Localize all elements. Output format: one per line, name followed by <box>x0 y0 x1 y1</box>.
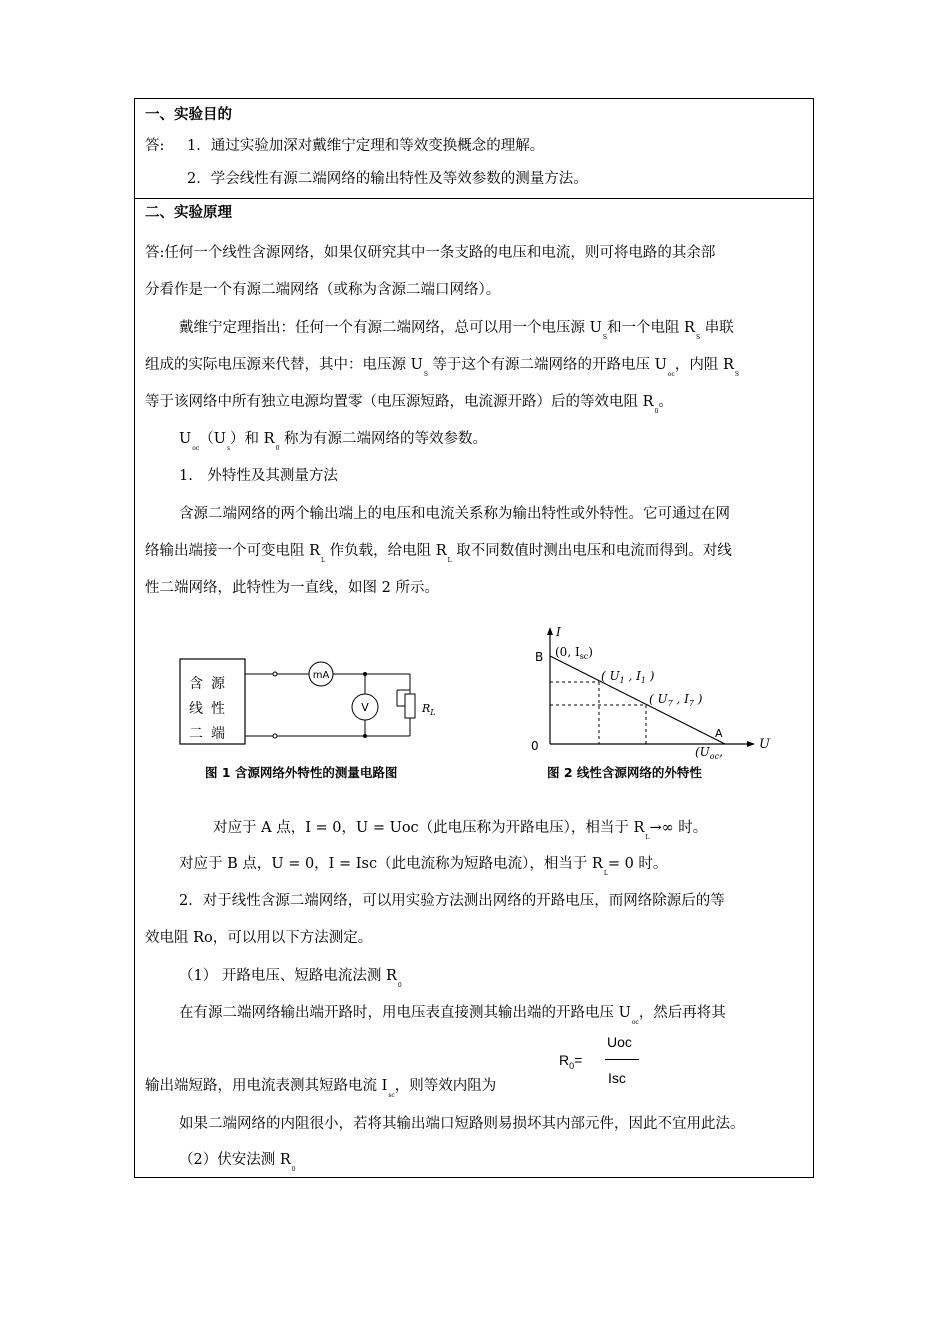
subscript: 0 <box>397 982 402 989</box>
box-char: 含 <box>189 676 211 692</box>
point-b-coord-end: ) <box>588 645 593 659</box>
para-4-line-1: 含源二端网络的两个输出端上的电压和电流关系称为输出特性或外特性。它可通过在网 <box>179 506 730 522</box>
point-1-label <box>601 669 655 685</box>
text: 戴维宁定理指出：任何一个有源二端网络，总可以用一个电压源 U <box>179 320 602 336</box>
para-3 <box>179 430 487 458</box>
para-2-line-2 <box>145 356 739 384</box>
point-b-coord-main: (0, I <box>555 645 580 659</box>
text: 等于这个有源二端网络的开路电压 U <box>427 357 667 373</box>
load-resistor <box>405 694 415 718</box>
subscript: 0 <box>654 408 659 415</box>
text: 等于该网络中所有独立电源均置零（电压源短路，电流源开路）后的等效电阻 R <box>145 394 654 410</box>
formula-denominator: Isc <box>608 1070 626 1086</box>
figure-2-caption: 图 2 线性含源网络的外特性 <box>547 765 702 780</box>
method-1-title <box>179 967 402 995</box>
point-2-label-sub: 7 <box>667 699 673 708</box>
subscript: S <box>602 334 607 341</box>
point-2-label <box>649 692 703 708</box>
text: 作负载，给电阻 R <box>325 543 447 559</box>
subscript: 0 <box>291 1166 296 1173</box>
ammeter-label: mA <box>312 670 330 681</box>
point-2-label-end: ) <box>693 692 703 706</box>
text: ）和 R <box>230 431 275 447</box>
figure-1-caption: 图 1 含源网络外特性的测量电路图 <box>205 765 398 780</box>
box-char: 二 <box>189 726 211 742</box>
box-char-row-1 <box>189 675 233 693</box>
subsection-1-title: 1. 外特性及其测量方法 <box>179 468 338 484</box>
point-2-label-mid: , I <box>672 692 689 706</box>
method-1-line-2 <box>145 1077 496 1105</box>
text: 串联 <box>700 320 734 336</box>
answer-prefix: 答: <box>145 138 165 154</box>
point-b-sentence <box>179 855 667 883</box>
subscript: L <box>603 870 608 877</box>
fraction-bar <box>605 1059 639 1060</box>
text: （U <box>199 431 226 447</box>
box-char-row-2 <box>189 700 233 718</box>
para-5-line-1: 2．对于线性含源二端网络，可以用实验方法测出网络的开路电压，而网络除源后的等 <box>179 893 725 909</box>
point-b-coord-sub: sc <box>579 652 589 661</box>
subscript: oc <box>192 445 200 452</box>
subscript: S <box>734 371 740 378</box>
text: = 0 时。 <box>607 856 668 872</box>
y-axis-arrow <box>547 627 553 635</box>
para-2-line-1 <box>179 319 734 347</box>
subscript: oc <box>667 371 675 378</box>
section2-heading: 二、实验原理 <box>145 205 232 221</box>
text: 络输出端接一个可变电阻 R <box>145 543 321 559</box>
para-1-line-1: 答:任何一个线性含源网络，如果仅研究其中一条支路的电压和电流，则可将电路的其余部 <box>145 245 716 261</box>
point-1-label-sub2: 1 <box>640 676 646 685</box>
text: 输出端短路，用电流表测其短路电流 I <box>145 1078 388 1094</box>
subscript: S <box>695 334 701 341</box>
x-axis-arrow <box>747 741 755 747</box>
resistor-label <box>421 702 436 717</box>
terminal <box>273 734 277 738</box>
method-2-title <box>179 1151 296 1179</box>
box-char: 线 <box>189 701 211 717</box>
subscript: oc <box>631 1019 639 1026</box>
formula-numerator: Uoc <box>607 1034 632 1050</box>
point-1-label-main: ( U <box>601 669 620 683</box>
text: 对应于 A 点，I = 0，U = Uoc（此电压称为开路电压），相当于 R <box>213 820 645 836</box>
voltmeter-label: V <box>361 701 369 714</box>
section1-heading: 一、实验目的 <box>145 107 232 123</box>
text: 称为有源二端网络的等效参数。 <box>279 431 488 447</box>
formula-lhs-main: R <box>559 1052 570 1068</box>
text: →∞ 时。 <box>649 820 708 836</box>
point-b-label: B <box>535 650 544 664</box>
subscript: L <box>447 557 452 564</box>
text: 取不同数值时测出电压和电流而得到。对线 <box>451 543 732 559</box>
text: 。 <box>658 394 673 410</box>
text: 在有源二端网络输出端开路时，用电压表直接测其输出端的开路电压 U <box>179 1005 631 1021</box>
objective-2: 2．学会线性有源二端网络的输出特性及等效参数的测量方法。 <box>187 171 588 187</box>
para-5-line-2: 效电阻 Ro，可以用以下方法测定。 <box>145 930 373 946</box>
point-1-label-mid: , I <box>624 669 641 683</box>
resistor-label-main: R <box>422 702 431 715</box>
resistor-label-sub: L <box>430 708 436 717</box>
text: 对应于 B 点，U = 0，I = Isc（此电流称为短路电流），相当于 R <box>179 856 603 872</box>
x-axis-label: U <box>759 737 770 752</box>
text: ，则等效内阻为 <box>394 1078 497 1094</box>
text: 和一个电阻 R <box>606 320 695 336</box>
formula-equals: = <box>574 1052 583 1068</box>
y-axis-label: I <box>556 625 561 639</box>
resistance-formula <box>559 1034 649 1090</box>
section-divider <box>135 198 813 199</box>
rheostat-arrow <box>397 690 405 706</box>
subscript: L <box>645 834 650 841</box>
para-1-line-2: 分看作是一个有源二端网络（或称为含源二端口网络）。 <box>145 282 501 298</box>
box-char: 源 <box>211 676 233 692</box>
box-char: 端 <box>211 726 233 742</box>
origin-label: 0 <box>531 739 539 753</box>
point-b-coord <box>555 645 593 661</box>
objective-1: 1．通过实验加深对戴维宁定理和等效变换概念的理解。 <box>187 138 545 154</box>
box-char-row-3 <box>189 725 233 743</box>
method-1-line-1 <box>179 1004 726 1032</box>
point-a-coord-end: , <box>719 745 723 759</box>
junction <box>363 734 367 738</box>
text: 组成的实际电压源来代替，其中：电压源 U <box>145 357 423 373</box>
text: （1） 开路电压、短路电流法测 R <box>179 968 397 984</box>
report-table <box>134 98 814 1178</box>
text: U <box>179 431 192 447</box>
point-a-label: A <box>715 727 723 740</box>
point-a-coord-sub: oc <box>709 752 720 761</box>
point-2-label-main: ( U <box>649 692 668 706</box>
box-char: 性 <box>211 701 233 717</box>
text: ，然后再将其 <box>638 1005 726 1021</box>
formula-lhs-sub: 0 <box>569 1060 575 1071</box>
point-2-label-sub2: 7 <box>688 699 694 708</box>
para-4-line-3: 性二端网络，此特性为一直线，如图 2 所示。 <box>145 580 439 596</box>
point-a-coord-main: (U <box>695 745 710 759</box>
point-1-label-sub: 1 <box>619 676 625 685</box>
subscript: s <box>226 445 231 452</box>
para-2-line-3 <box>145 393 673 421</box>
text: （2）伏安法测 R <box>179 1152 291 1168</box>
subscript: 0 <box>275 445 280 452</box>
point-a-coord <box>695 745 723 761</box>
junction <box>363 672 367 676</box>
method-1-line-3: 如果二端网络的内阻很小，若将其输出端口短路则易损坏其内部元件，因此不宜用此法。 <box>179 1116 745 1132</box>
subscript: sc <box>388 1092 395 1099</box>
subscript: L <box>321 557 326 564</box>
point-1-label-end: ) <box>645 669 655 683</box>
point-a-sentence <box>213 819 707 847</box>
text: ，内阻 R <box>674 357 734 373</box>
para-4-line-2 <box>145 542 732 570</box>
characteristic-graph <box>525 624 775 761</box>
terminal <box>273 672 277 676</box>
formula-lhs <box>559 1052 582 1071</box>
subscript: S <box>423 371 428 378</box>
